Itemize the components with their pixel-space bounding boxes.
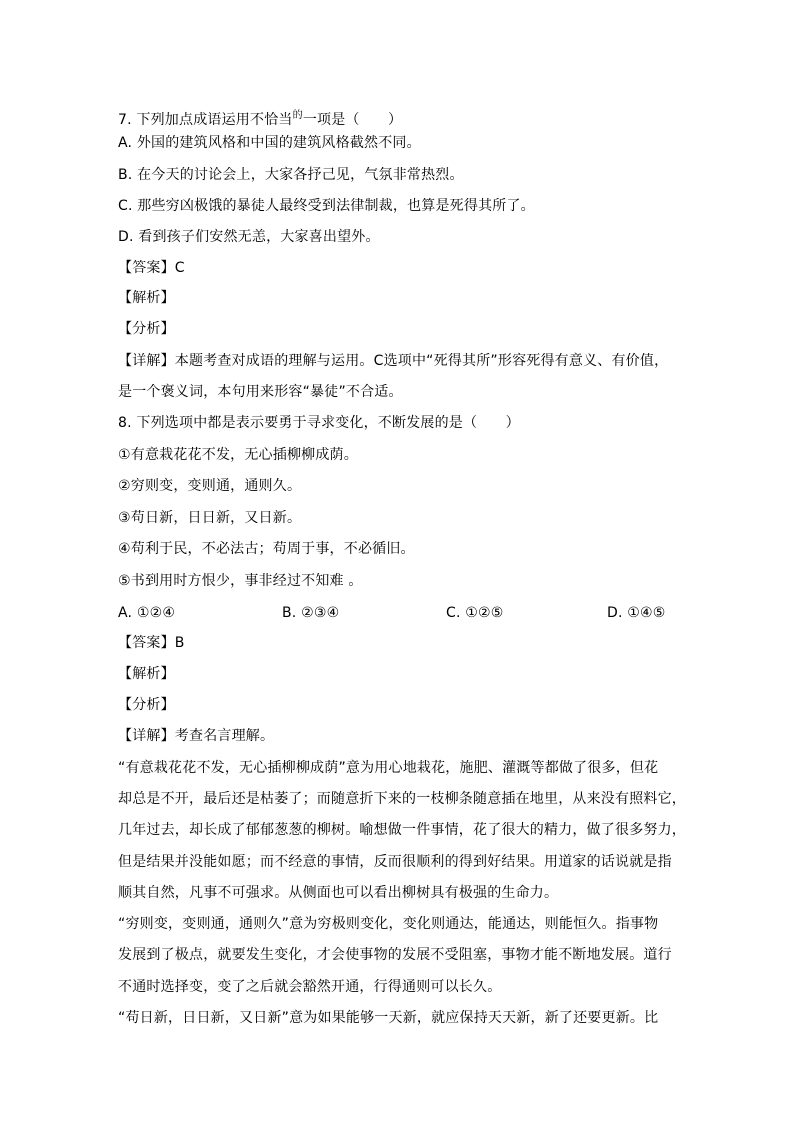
q7-stem [118,107,402,129]
q7-stem-text-end: 一项是（ ） [302,112,403,128]
q8-item-5: ⑤书到用时方恨少，事非经过不知难 。 [118,573,363,589]
q7-stem-dotted-char: 的 [292,110,303,121]
q8-item-1: ①有意栽花花不发，无心插柳柳成荫。 [118,447,358,463]
q7-option-b: B. 在今天的讨论会上，大家各抒己见，气氛非常热烈。 [118,167,464,183]
q8-fenxi-heading: 【分析】 [118,697,175,713]
q7-option-c: C. 那些穷凶极饿的暴徒人最终受到法律制裁，也算是死得其所了。 [118,198,535,214]
q8-item-4: ④苟利于民，不必法古；苟周于事，不必循旧。 [118,541,415,557]
q8-detail-line: 顺其自然，凡事不可强求。从侧面也可以看出柳树具有极强的生命力。 [118,885,559,901]
q7-option-d: D. 看到孩子们安然无恙，大家喜出望外。 [118,229,380,245]
q7-detail-line: 【详解】本题考查对成语的理解与运用。C选项中“死得其所”形容死得有意义、有价值， [118,353,669,369]
q8-answer: 【答案】B [118,635,185,651]
q8-option-c: C. ①②⑤ [446,605,504,621]
q7-option-a: A. 外国的建筑风格和中国的建筑风格截然不同。 [118,135,421,151]
q8-detail-line: “苟日新，日日新，又日新”意为如果能够一天新，就应保持天天新，新了还要更新。比 [118,1010,659,1026]
q8-detail-line: “穷则变，变则通，通则久”意为穷极则变化，变化则通达，能通达，则能恒久。指事物 [118,916,659,932]
q7-answer: 【答案】C [118,260,185,276]
q8-detail-line: 【详解】考查名言理解。 [118,728,275,744]
q8-item-2: ②穷则变，变则通，通则久。 [118,478,302,494]
q7-fenxi-heading: 【分析】 [118,321,175,337]
q8-item-3: ③苟日新，日日新，又日新。 [118,510,302,526]
q8-stem: 8. 下列选项中都是表示要勇于寻求变化，不断发展的是（ ） [118,415,520,431]
q7-analysis-heading: 【解析】 [118,290,175,306]
q8-detail-line: “有意栽花花不发，无心插柳柳成荫”意为用心地栽花，施肥、灌溉等都做了很多，但花 [118,760,659,776]
q8-option-a: A. ①②④ [118,605,176,621]
q8-option-b: B. ②③④ [282,605,340,621]
q8-option-d: D. ①④⑤ [607,605,666,621]
q8-detail-line: 但是结果并没能如愿；而不经意的事情，反而很顺利的得到好结果。用道家的话说就是指 [118,854,672,870]
q8-detail-line: 却总是不开，最后还是枯萎了；而随意折下来的一枝柳条随意插在地里，从来没有照料它， [118,791,686,807]
q7-detail-line: 是一个褒义词，本句用来形容“暴徒”不合适。 [118,384,403,400]
q8-analysis-heading: 【解析】 [118,666,175,682]
q8-detail-line: 发展到了极点，就要发生变化，才会使事物的发展不受阻塞，事物才能不断地发展。道行 [118,947,672,963]
q8-detail-line: 不通时选择变，变了之后就会豁然开通，行得通则可以长久。 [118,979,502,995]
q8-detail-line: 几年过去，却长成了郁郁葱葱的柳树。喻想做一件事情，花了很大的精力，做了很多努力， [118,822,686,838]
q7-stem-text: 7. 下列加点成语运用不恰当 [118,112,293,128]
